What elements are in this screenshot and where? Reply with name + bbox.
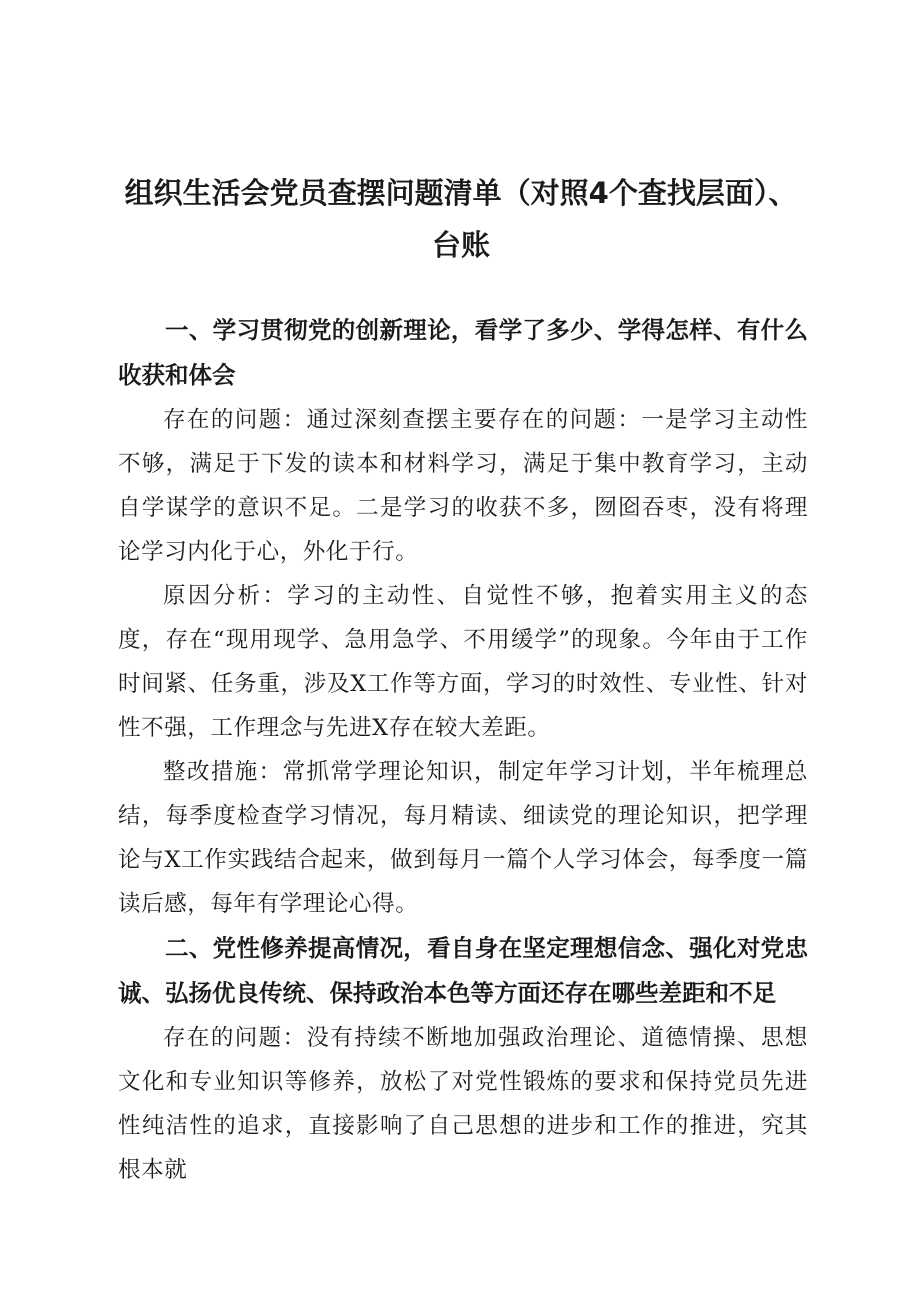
paragraph-problems: [118, 1016, 808, 1192]
paragraph-lead: 整改措施：: [163, 759, 283, 785]
paragraph-text: 通过深刻查摆主要存在的问题：一是学习主动性不够，满足于下发的读本和材料学习，满足于集中教育学习，主动自学谋学的意识不足。二是学习的收获不多，囫囵吞枣，没有将理论学习内化于心，外化于行。: [118, 407, 808, 565]
paragraph-text: 常抓常学理论知识，制定年学习计划，半年梳理总结，每季度检查学习情况，每月精读、细读党的理论知识，把学理论与X工作实践结合起来，做到每月一篇个人学习体会，每季度一篇读后感，每年有学理论心得。: [118, 759, 808, 917]
paragraph-lead: 存在的问题：: [163, 407, 307, 433]
section-1: [118, 308, 808, 926]
section-heading: 一、学习贯彻党的创新理论，看学了多少、学得怎样、有什么收获和体会: [118, 316, 808, 389]
document-body: [118, 308, 808, 1192]
paragraph-rectification: [118, 750, 808, 926]
paragraph-problems: [118, 398, 808, 574]
document-title: 组织生活会党员查摆问题清单（对照4个查找层面）、台账: [124, 176, 798, 262]
paragraph-lead: 存在的问题：: [163, 1025, 307, 1051]
paragraph-text: 没有持续不断地加强政治理论、道德情操、思想文化和专业知识等修养，放松了对党性锻炼的要求和保持党员先进性纯洁性的追求，直接影响了自己思想的进步和工作的推进，究其根本就: [118, 1025, 808, 1183]
section-heading: 二、党性修养提高情况，看自身在坚定理想信念、强化对党忠诚、弘扬优良传统、保持政治本色等方面还存在哪些差距和不足: [118, 934, 808, 1007]
section-2: [118, 926, 808, 1192]
paragraph-cause-analysis: [118, 574, 808, 750]
paragraph-lead: 原因分析：: [163, 583, 288, 609]
paragraph-text: 学习的主动性、自觉性不够，抱着实用主义的态度，存在“现用现学、急用急学、不用缓学”的现象。今年由于工作时间紧、任务重，涉及X工作等方面，学习的时效性、专业性、针对性不强，工作理念与先进X存在较大差距。: [118, 583, 808, 741]
